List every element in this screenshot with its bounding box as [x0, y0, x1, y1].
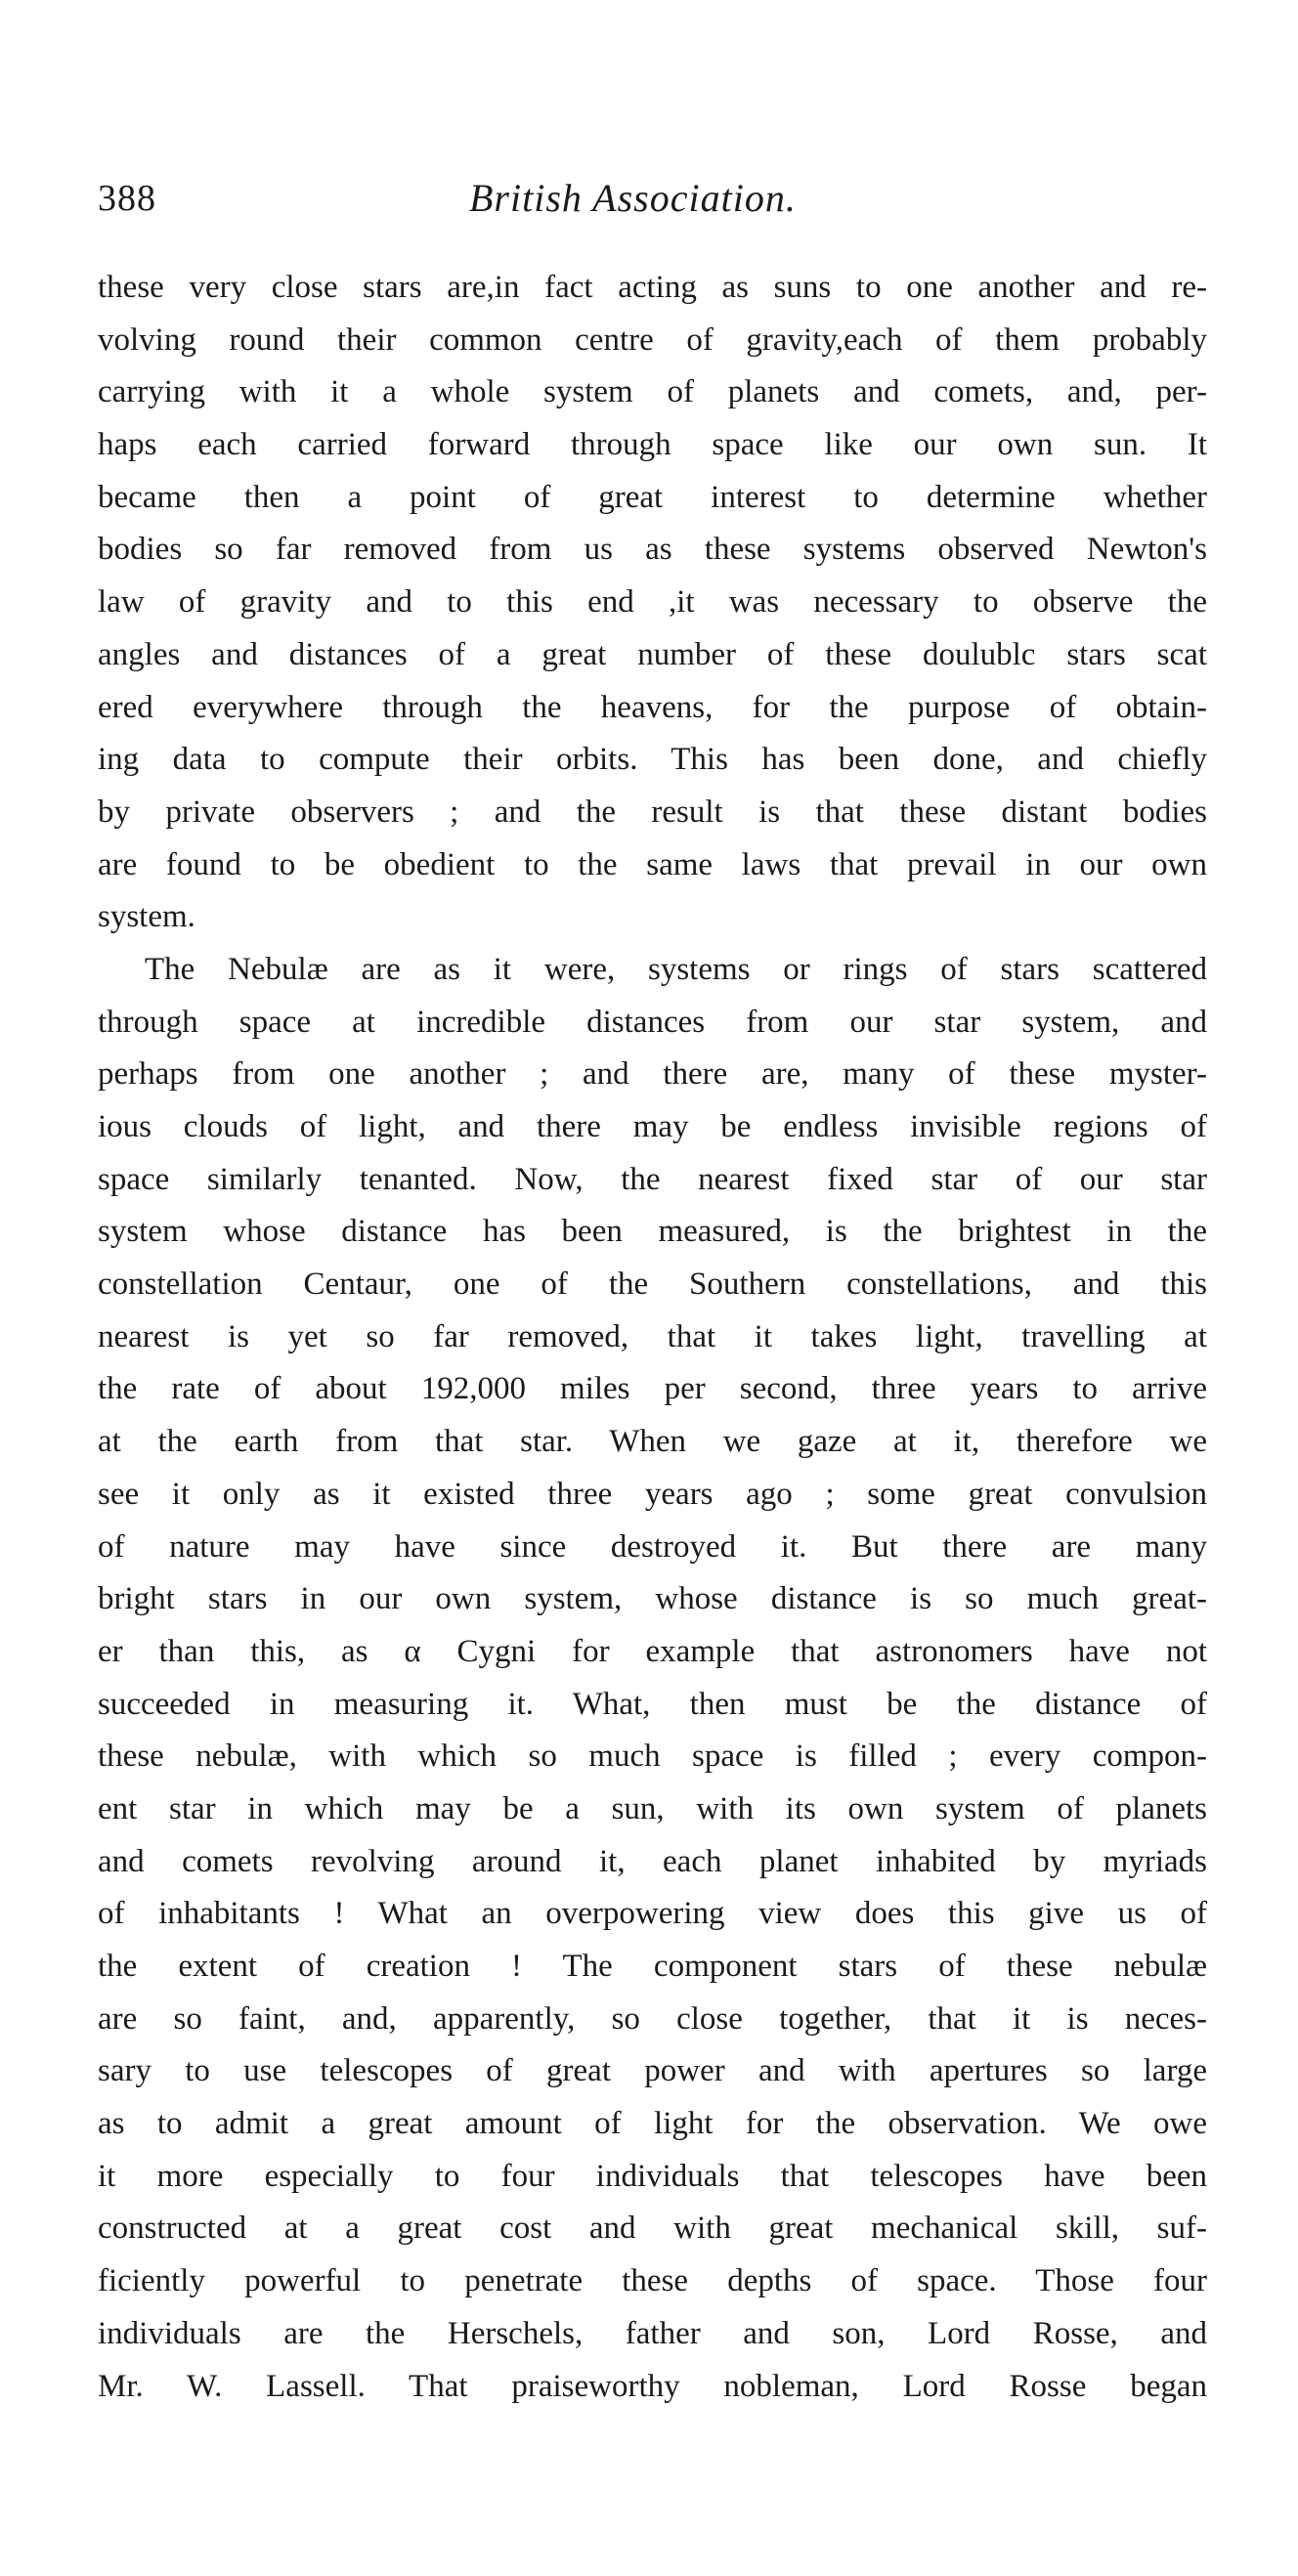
text-line: it more especially to four individuals that telescopes have been [98, 2158, 1207, 2194]
text-line: space similarly tenanted. Now, the nearest fixed star of our star [98, 1161, 1207, 1197]
text-line: angles and distances of a great number of these doulublc stars scat [98, 636, 1207, 672]
text-line: constellation Centaur, one of the Southern constellations, and this [98, 1267, 1207, 1303]
text-line: carrying with it a whole system of planets and comets, and, per- [98, 374, 1207, 410]
page-header [98, 174, 1200, 223]
text-line: of inhabitants ! What an overpowering view does this give us of [98, 1896, 1207, 1932]
text-line: constructed at a great cost and with great mechanical skill, suf- [98, 2211, 1207, 2247]
paragraph-last-line: system. [98, 899, 195, 935]
text-line: sary to use telescopes of great power and with apertures so large [98, 2053, 1207, 2089]
text-line: system whose distance has been measured, is the brightest in the [98, 1214, 1207, 1250]
text-line: and comets revolving around it, each planet inhabited by myriads [98, 1843, 1207, 1879]
text-line: through space at incredible distances from our star system, and [98, 1004, 1207, 1040]
text-line: ficiently powerful to penetrate these depths of space. Those four [98, 2263, 1207, 2299]
text-line: volving round their common centre of gravity,each of them probably [98, 322, 1207, 358]
page-number: 388 [98, 178, 156, 219]
text-line: bodies so far removed from us as these systems observed Newton's [98, 532, 1207, 568]
text-line: nearest is yet so far removed, that it takes light, travelling at [98, 1318, 1207, 1354]
text-line: as to admit a great amount of light for the observation. We owe [98, 2106, 1207, 2142]
text-line: ered everywhere through the heavens, for the purpose of obtain- [98, 689, 1207, 725]
text-line: ious clouds of light, and there may be endless invisible regions of [98, 1109, 1207, 1144]
text-line: these very close stars are,in fact acting as suns to one another and re- [98, 270, 1207, 305]
text-line: at the earth from that star. When we gaze at it, therefore we [98, 1424, 1207, 1460]
text-line: law of gravity and to this end ,it was necessary to observe the [98, 584, 1207, 621]
text-line: see it only as it existed three years ago ; some great convulsion [98, 1476, 1207, 1512]
text-line: bright stars in our own system, whose distance is so much great- [98, 1581, 1207, 1617]
text-line: the rate of about 192,000 miles per second, three years to arrive [98, 1371, 1207, 1407]
text-line: er than this, as α Cygni for example that astronomers have not [98, 1633, 1207, 1669]
text-line: these nebulæ, with which so much space is filled ; every compon- [98, 1739, 1207, 1775]
text-line: became then a point of great interest to determine whether [98, 479, 1207, 515]
text-line: ing data to compute their orbits. This has been done, and chiefly [98, 742, 1207, 778]
text-line: are found to be obedient to the same laws that prevail in our own [98, 846, 1207, 882]
text-line: succeeded in measuring it. What, then must be the distance of [98, 1686, 1207, 1722]
text-line: are so faint, and, apparently, so close together, that it is neces- [98, 2000, 1207, 2037]
text-line: the extent of creation ! The component stars of these nebulæ [98, 1949, 1207, 1984]
text-line: Mr. W. Lassell. That praiseworthy nobleman, Lord Rosse began [98, 2368, 1207, 2404]
text-line: individuals are the Herschels, father and son, Lord Rosse, and [98, 2315, 1207, 2351]
text-line: perhaps from one another ; and there are, many of these myster- [98, 1056, 1207, 1093]
text-line: haps each carried forward through space like our own sun. It [98, 427, 1207, 463]
body-text [98, 262, 1207, 2413]
paragraph-first-line: The Nebulæ are as it were, systems or rings of stars scattered [145, 951, 1207, 987]
text-line: ent star in which may be a sun, with its own system of planets [98, 1790, 1207, 1826]
text-line: of nature may have since destroyed it. But there are many [98, 1528, 1207, 1565]
running-head: British Association. [469, 176, 797, 220]
text-line: by private observers ; and the result is that these distant bodies [98, 794, 1207, 830]
